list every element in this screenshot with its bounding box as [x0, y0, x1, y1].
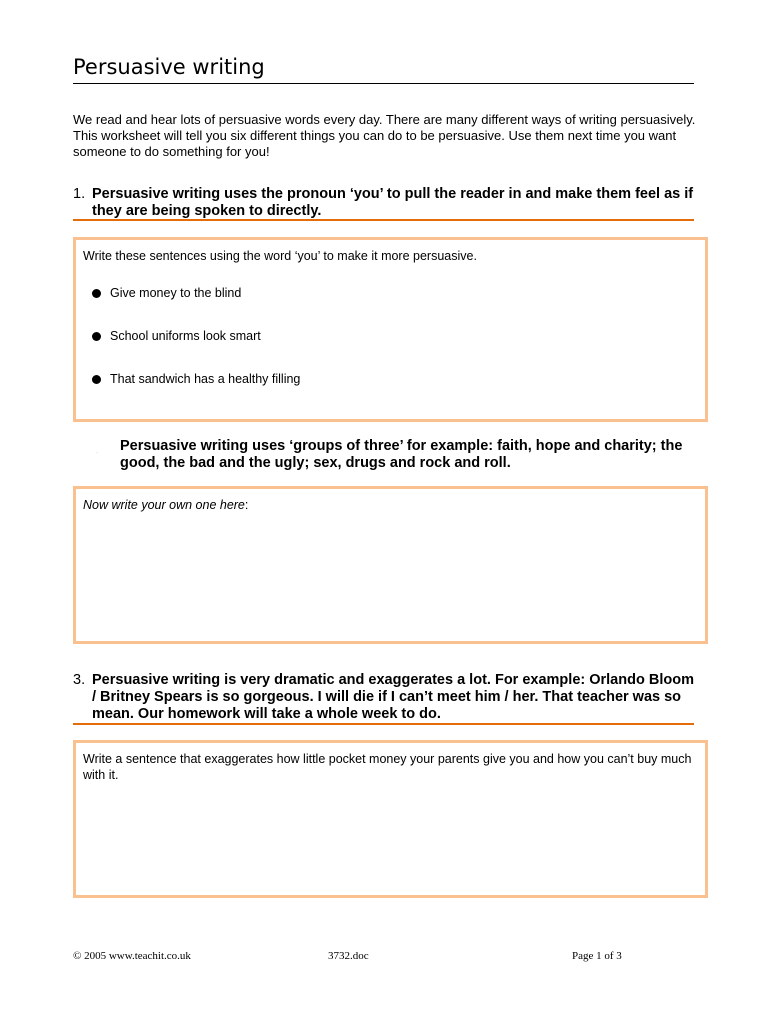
list-item [92, 372, 300, 386]
footer-page-number: Page 1 of 3 [572, 950, 622, 962]
title-underline [73, 83, 694, 84]
section-3-rule [73, 723, 694, 725]
section-2-task-suffix: : [244, 498, 249, 512]
section-3-answer-box[interactable] [73, 740, 708, 898]
list-item [92, 286, 241, 300]
section-1-answer-box[interactable] [73, 237, 708, 422]
footer-copyright: © 2005 www.teachit.co.uk [73, 950, 191, 962]
section-2-answer-box[interactable] [73, 486, 708, 644]
section-1-task: Write these sentences using the word ‘you’ to make it more persuasive. [83, 249, 477, 263]
bullet-text: School uniforms look smart [110, 329, 261, 343]
bullet-icon [92, 289, 101, 298]
section-3-task: Write a sentence that exaggerates how little pocket money your parents give you and how you can’t buy much with it. [83, 752, 692, 782]
section-2-task [83, 497, 693, 513]
page-title: Persuasive writing [73, 55, 265, 79]
section-2-heading: Persuasive writing uses ‘groups of three’ for example: faith, hope and charity; the good, the bad and the ugly; sex, drugs and rock and roll. [120, 438, 683, 471]
section-1-rule [73, 219, 694, 221]
bullet-text: That sandwich has a healthy filling [110, 372, 301, 386]
section-1-number: 1. [73, 186, 86, 202]
section-1-heading: Persuasive writing uses the pronoun ‘you’ to pull the reader in and make them feel as if they are being spoken to directly. [92, 186, 694, 219]
footer-docname: 3732.doc [328, 950, 369, 962]
section-2-task-italic: Now write your own one here [83, 498, 245, 512]
bullet-text: Give money to the blind [110, 286, 242, 300]
section-3-number: 3. [73, 672, 86, 688]
bullet-icon [92, 332, 101, 341]
list-item [92, 329, 261, 343]
bullet-icon [92, 375, 101, 384]
intro-paragraph: We read and hear lots of persuasive words every day. There are many different ways of writing persuasively. This worksheet will tell you six different things you can do to be persuasive. Use them next time you want someone to do something for you! [73, 112, 696, 159]
section-2-marker: · [96, 450, 98, 456]
section-3-heading: Persuasive writing is very dramatic and exaggerates a lot. For example: Orlando Bloom / Britney Spears is so gorgeous. I will die if I can’t meet him / her. That teacher was so mean. Our homework will take a whole week to do. [92, 672, 694, 722]
